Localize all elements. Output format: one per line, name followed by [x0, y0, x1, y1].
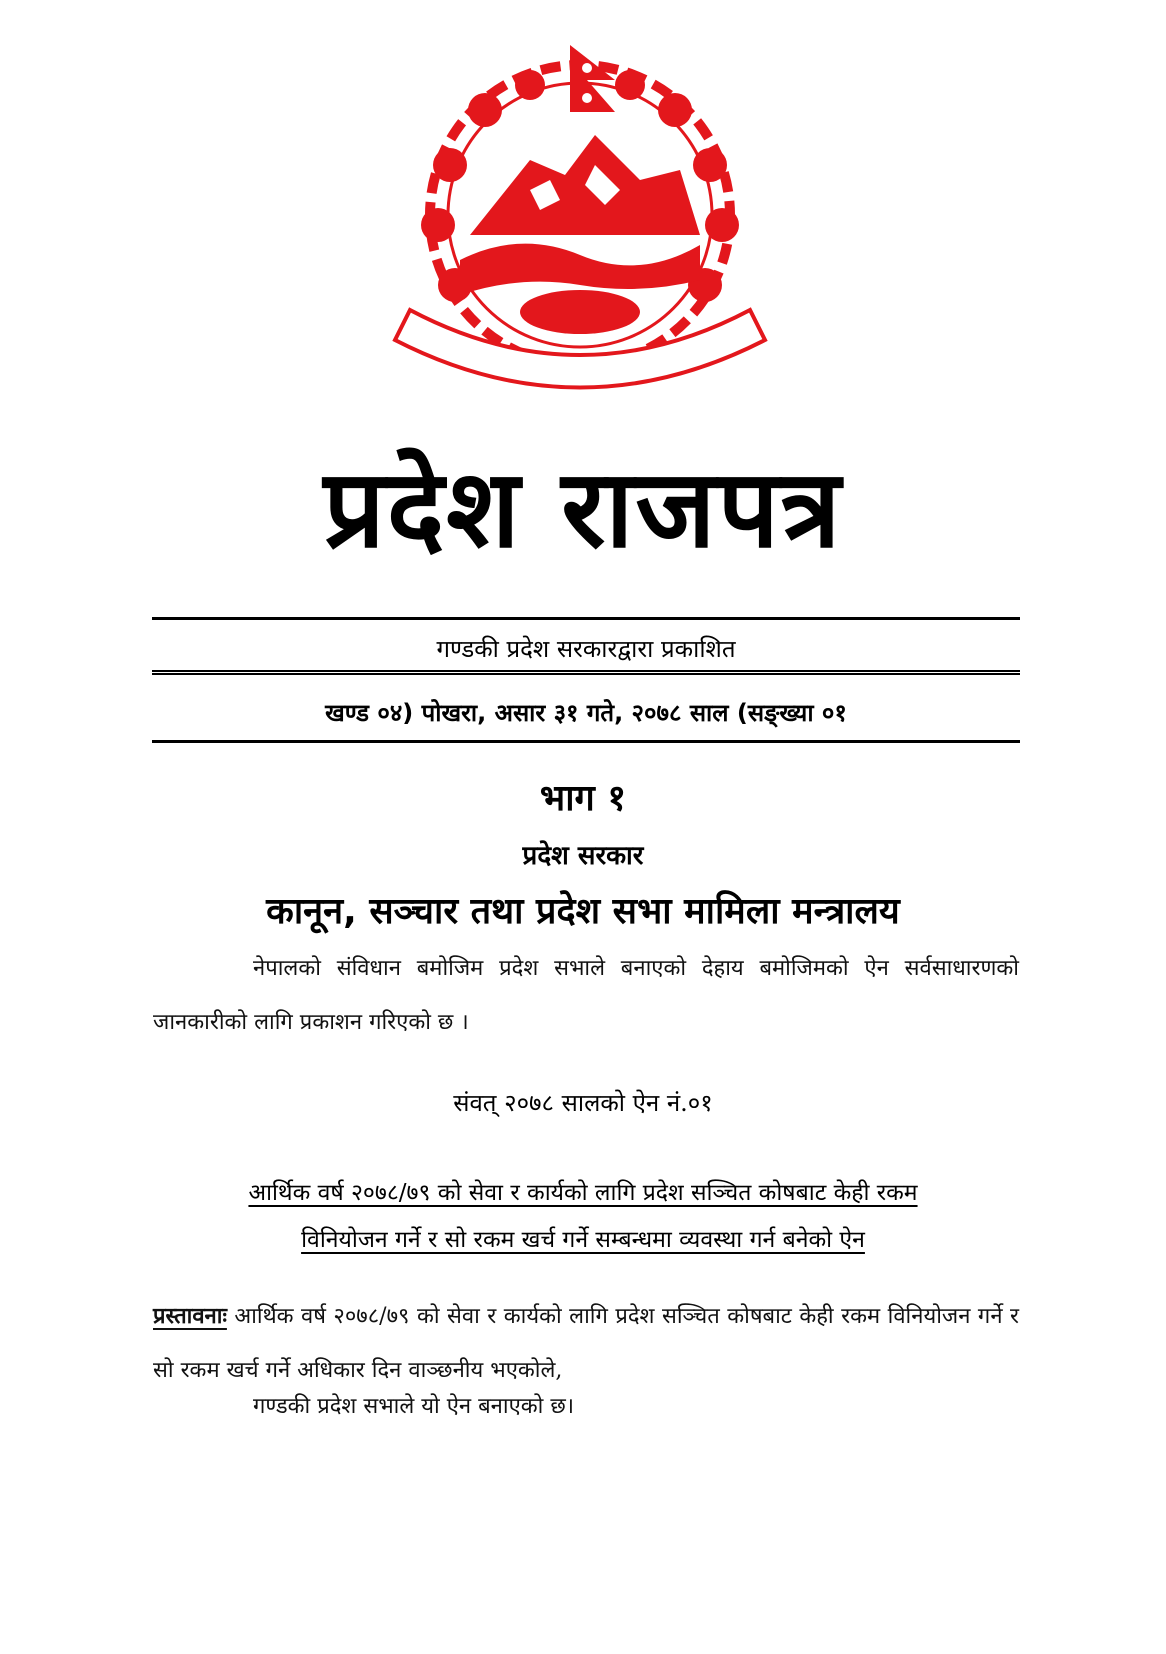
act-title-line-1: आर्थिक वर्ष २०७८/७९ को सेवा र कार्यको लागि प्रदेश सञ्चित कोषबाट केही रकम [248, 1180, 918, 1206]
issue-line: खण्ड ०४) पोखरा, असार ३१ गते, २०७८ साल (सङ्ख्या ०१ [325, 699, 847, 727]
ministry-heading: कानून, सञ्चार तथा प्रदेश सभा मामिला मन्त्रालय [266, 891, 900, 932]
act-number: संवत् २०७८ सालको ऐन नं.०१ [453, 1089, 713, 1117]
double-rule [152, 670, 1020, 675]
preamble-text: आर्थिक वर्ष २०७८/७९ को सेवा र कार्यको लागि प्रदेश सञ्चित कोषबाट केही रकम विनियोजन गर्ने र सो रकम खर्च गर्ने अधिकार दिन वाञ्छनीय भएकोले, [153, 1304, 1019, 1383]
emblem-icon [380, 40, 780, 410]
notice-paragraph: नेपालको संविधान बमोजिम प्रदेश सभाले बनाएको देहाय बमोजिमको ऐन सर्वसाधारणको जानकारीको लागि प्रकाशन गरिएको छ । [153, 956, 1019, 1035]
top-rule [152, 617, 1020, 620]
part-heading: भाग १ [539, 778, 627, 819]
act-title-line-2: विनियोजन गर्ने र सो रकम खर्च गर्ने सम्बन्धमा व्यवस्था गर्न बनेको ऐन [301, 1227, 865, 1253]
enactment-clause: गण्डकी प्रदेश सभाले यो ऐन बनाएको छ। [253, 1394, 575, 1419]
government-heading: प्रदेश सरकार [522, 841, 644, 871]
coat-of-arms-emblem [380, 40, 780, 410]
preamble-label: प्रस्तावनाः [153, 1304, 227, 1329]
bottom-rule [152, 740, 1020, 743]
gazette-title: प्रदेश राजपत्र [323, 447, 843, 572]
act-title [0, 1170, 1166, 1264]
publisher-line: गण्डकी प्रदेश सरकारद्वारा प्रकाशित [436, 635, 736, 663]
